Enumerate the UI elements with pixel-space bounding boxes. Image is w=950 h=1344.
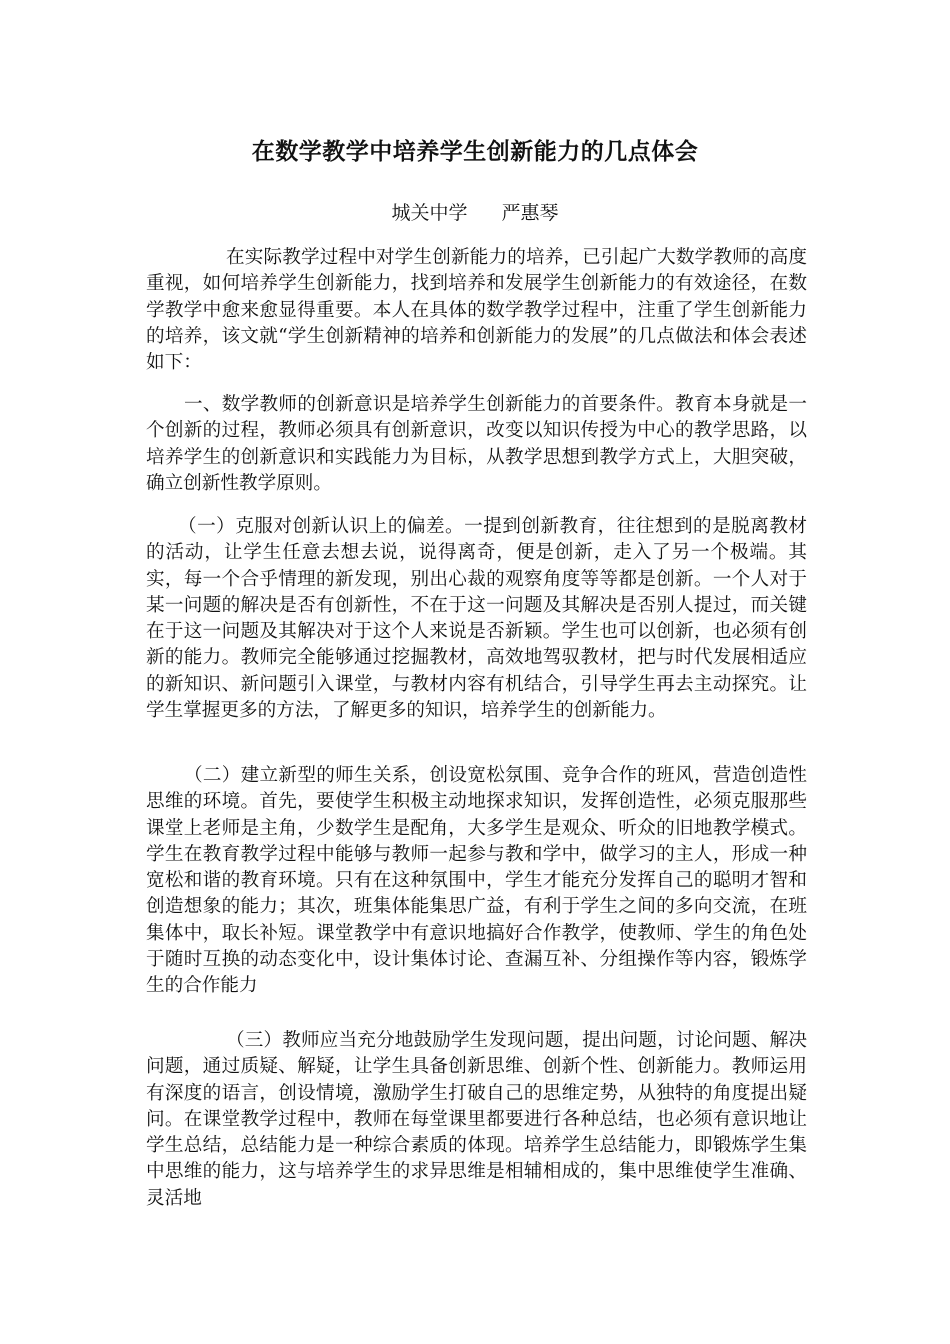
paragraph-subsection-1: （一）克服对创新认识上的偏差。一提到创新教育，往往想到的是脱离教材的活动，让学生任意去想去说，说得离奇，便是创新，走入了另一个极端。其实，每一个合乎情理的新发现，别出心裁的观察角度等等都是创新。一个人对于某一问题的解决是否有创新性，不在于这一问题及其解决是否别人提过，而关键在于这一问题及其解决对于这个人来说是否新颖。学生也可以创新，也必须有创新的能力。教师完全能够通过挖掘教材，高效地驾驭教材，把与时代发展相适应的新知识、新问题引入课堂，与教材内容有机结合，引导学生再去主动探究。让学生掌握更多的方法，了解更多的知识，培养学生的创新能力。: [146, 516, 807, 722]
paragraph-section-1: 一、数学教师的创新意识是培养学生创新能力的首要条件。教育本身就是一个创新的过程，教师必须具有创新意识，改变以知识传授为中心的教学思路，以培养学生的创新意识和实践能力为目标，从教学思想到教学方式上，大胆突破，确立创新性教学原则。: [146, 394, 807, 494]
paragraph-subsection-3: （三）教师应当充分地鼓励学生发现问题，提出问题，讨论问题、解决问题，通过质疑、解疑，让学生具备创新思维、创新个性、创新能力。教师运用有深度的语言，创设情境，激励学生打破自己的思维定势，从独特的角度提出疑问。在课堂教学过程中，教师在每堂课里都要进行各种总结，也必须有意识地让学生总结，总结能力是一种综合素质的体现。培养学生总结能力，即锻炼学生集中思维的能力，这与培养学生的求异思维是相辅相成的，集中思维使学生准确、灵活地: [146, 1030, 807, 1209]
document-title: 在数学教学中培养学生创新能力的几点体会: [251, 139, 699, 165]
paragraph-intro: 在实际教学过程中对学生创新能力的培养，已引起广大数学教师的高度重视，如何培养学生创新能力，找到培养和发展学生创新能力的有效途径，在数学教学中愈来愈显得重要。本人在具体的数学教学过程中，注重了学生创新能力的培养，该文就“学生创新精神的培养和创新能力的发展”的几点做法和体会表述如下：: [146, 247, 807, 374]
author-school: 城关中学: [391, 202, 468, 224]
author-line: [0, 198, 950, 225]
paragraph-subsection-2: （二）建立新型的师生关系，创设宽松氛围、竞争合作的班风，营造创造性思维的环境。首先，要使学生积极主动地探求知识，发挥创造性，必须克服那些课堂上老师是主角，少数学生是配角，大多学生是观众、听众的旧地教学模式。学生在教育教学过程中能够与教师一起参与教和学中，做学习的主人，形成一种宽松和谐的教育环境。只有在这种氛围中，学生才能充分发挥自己的聪明才智和创造想象的能力；其次，班集体能集思广益，有利于学生之间的多向交流，在班集体中，取长补短。课堂教学中有意识地搞好合作教学，使教师、学生的角色处于随时互换的动态变化中，设计集体讨论、查漏互补、分组操作等内容，锻炼学生的合作能力: [146, 765, 807, 997]
author-name: 严惠琴: [501, 202, 559, 224]
